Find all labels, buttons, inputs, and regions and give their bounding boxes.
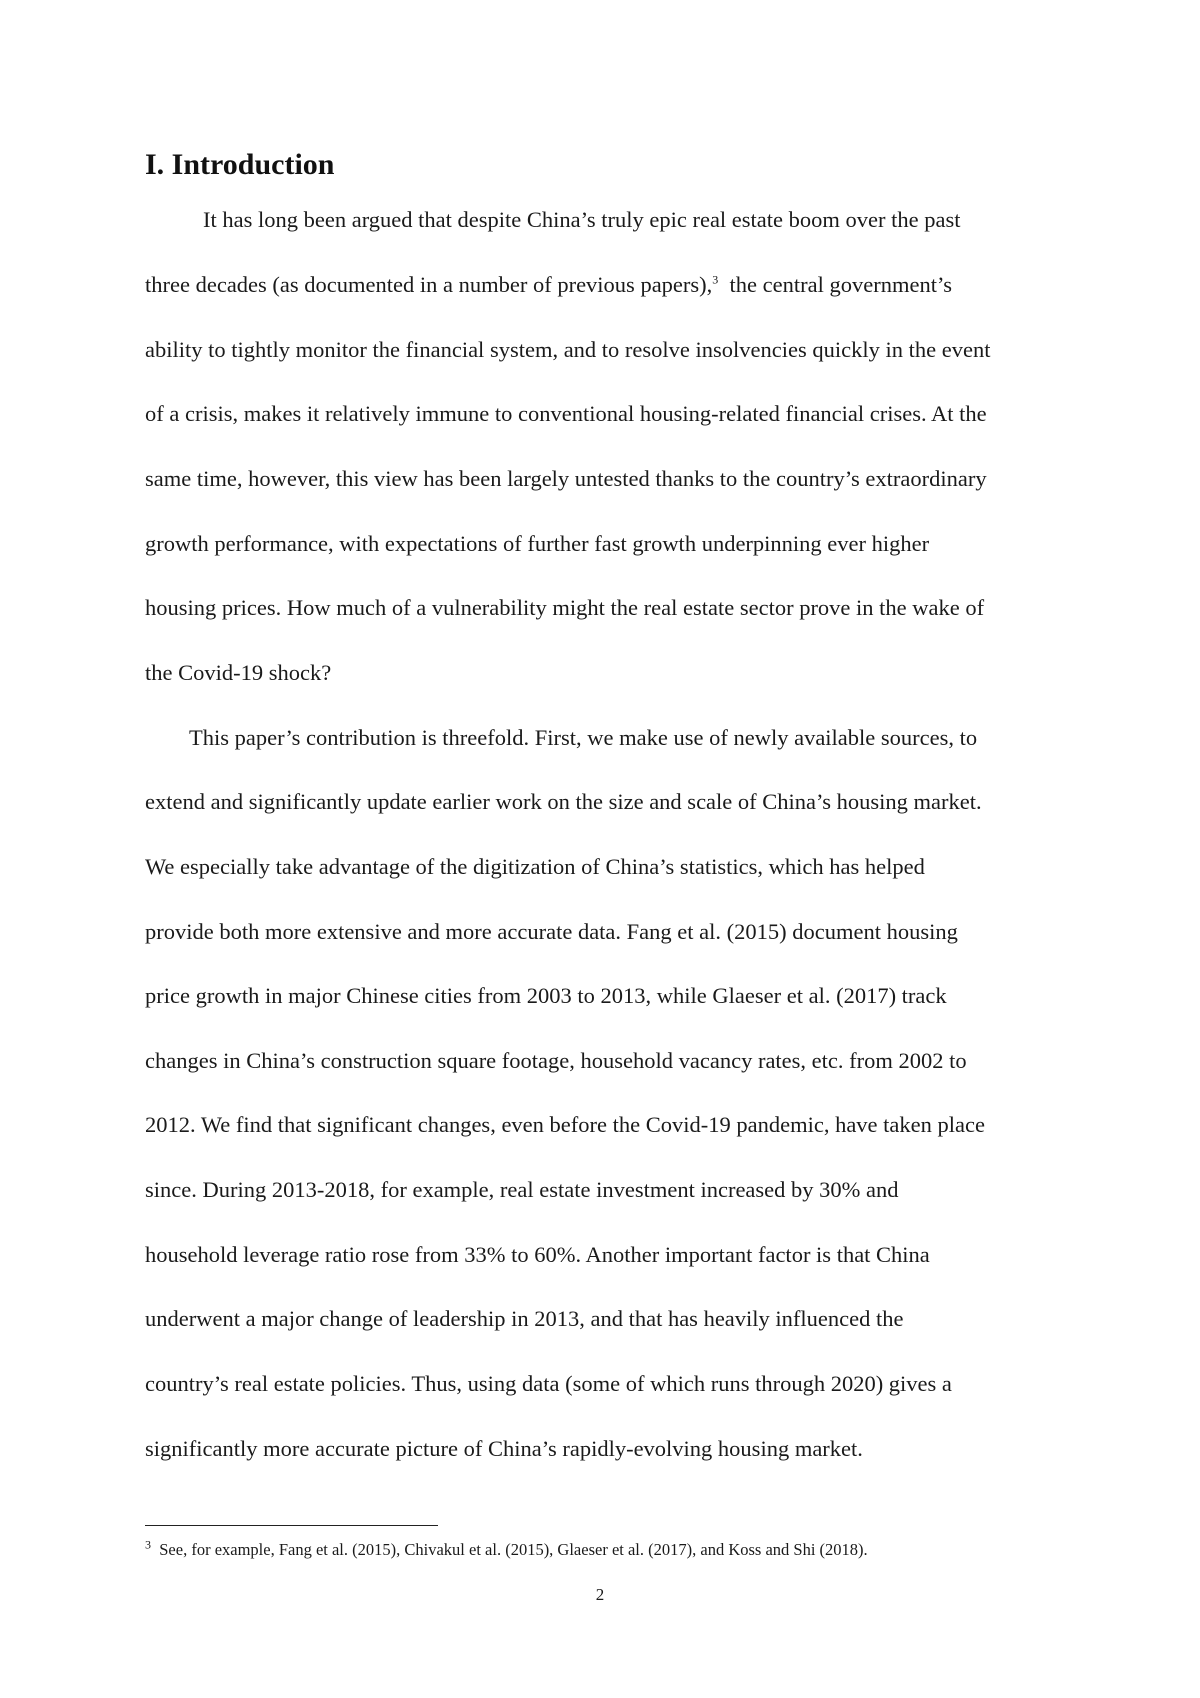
paragraph-2-line-4: provide both more extensive and more accurate data. Fang et al. (2015) document housing <box>145 919 958 944</box>
footnote-marker: 3 <box>145 1537 151 1552</box>
paragraph-1-line-5: same time, however, this view has been largely untested thanks to the country’s extraordinary <box>145 466 987 491</box>
paragraph-1-line-2-continuation: the central government’s <box>729 272 952 297</box>
paragraph-2-line-3: We especially take advantage of the digitization of China’s statistics, which has helped <box>145 854 925 879</box>
paragraph-1-line-2 <box>145 270 952 300</box>
paragraph-2-line-8: since. During 2013-2018, for example, real estate investment increased by 30% and <box>145 1177 899 1202</box>
paragraph-1-line-7: housing prices. How much of a vulnerability might the real estate sector prove in the wake of <box>145 595 985 620</box>
paragraph-1-line-2-text: three decades (as documented in a number of previous papers), <box>145 272 713 297</box>
paragraph-2-line-11: country’s real estate policies. Thus, using data (some of which runs through 2020) gives a <box>145 1371 952 1396</box>
paragraph-2-line-9: household leverage ratio rose from 33% to 60%. Another important factor is that China <box>145 1242 930 1267</box>
paragraph-2-line-1: This paper’s contribution is threefold. First, we make use of newly available sources, to <box>189 725 978 750</box>
footnote-reference-3[interactable]: 3 <box>712 272 719 287</box>
paragraph-2-line-5: price growth in major Chinese cities from 2003 to 2013, while Glaeser et al. (2017) track <box>145 983 947 1008</box>
paragraph-1-line-6: growth performance, with expectations of further fast growth underpinning ever higher <box>145 531 930 556</box>
footnote-separator <box>145 1525 438 1526</box>
paragraph-1-line-8: the Covid-19 shock? <box>145 660 332 685</box>
paragraph-1-line-1: It has long been argued that despite China’s truly epic real estate boom over the past <box>203 207 961 232</box>
paragraph-2-line-6: changes in China’s construction square footage, household vacancy rates, etc. from 2002 to <box>145 1048 967 1073</box>
page-number: 2 <box>595 1585 605 1604</box>
paragraph-1-line-3: ability to tightly monitor the financial system, and to resolve insolvencies quickly in the event <box>145 337 991 362</box>
paragraph-2-line-12: significantly more accurate picture of China’s rapidly-evolving housing market. <box>145 1436 863 1461</box>
paragraph-2-line-10: underwent a major change of leadership in 2013, and that has heavily influenced the <box>145 1306 904 1331</box>
footnote-3 <box>145 1539 868 1561</box>
paragraph-2-line-2: extend and significantly update earlier work on the size and scale of China’s housing market. <box>145 789 982 814</box>
paragraph-1-line-4: of a crisis, makes it relatively immune to conventional housing-related financial crises. At the <box>145 401 987 426</box>
paragraph-2-line-7: 2012. We find that significant changes, even before the Covid-19 pandemic, have taken place <box>145 1112 985 1137</box>
footnote-text: See, for example, Fang et al. (2015), Chivakul et al. (2015), Glaeser et al. (2017), and Koss and Shi (2018). <box>159 1540 868 1559</box>
section-heading: I. Introduction <box>145 148 335 181</box>
